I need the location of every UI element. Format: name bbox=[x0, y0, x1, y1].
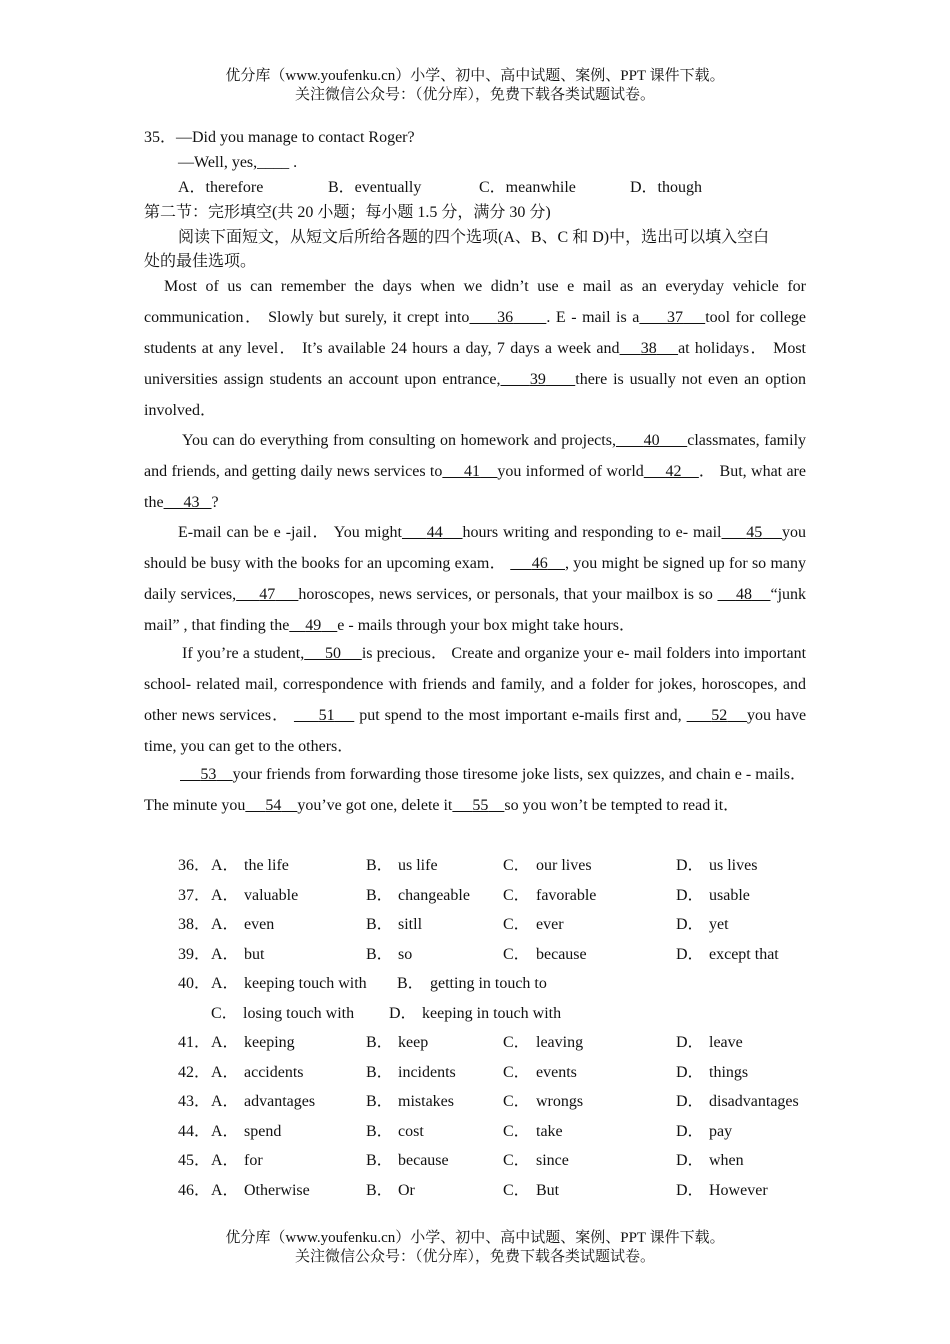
option-d-letter: D． bbox=[676, 1123, 704, 1140]
passage-text: you informed of world bbox=[497, 463, 644, 480]
option-a-text: the life bbox=[244, 857, 289, 874]
q35-option-c: C．meanwhile bbox=[479, 179, 576, 196]
option-c-letter: C． bbox=[503, 1123, 530, 1140]
option-number: 39． bbox=[178, 946, 211, 963]
option-number: 36． bbox=[178, 857, 211, 874]
passage-text: If you’re a student, bbox=[182, 645, 305, 662]
option-c-letter: C． bbox=[503, 1182, 530, 1199]
passage-text: Most of us can remember the days when we didn’t use e mail as an everyday vehicle for communication． Slowly but surely, it crept into bbox=[144, 278, 806, 326]
option-c-letter: C． bbox=[503, 887, 530, 904]
option-a-text: accidents bbox=[244, 1064, 304, 1081]
passage-text: classmates, family and friends, and getting daily news services to bbox=[144, 432, 807, 480]
q35-option-b: B．eventually bbox=[328, 179, 422, 196]
blank-43: 43 bbox=[183, 494, 200, 511]
section-instruction-2: 处的最佳选项。 bbox=[144, 253, 257, 270]
passage-text: You can do everything from consulting on homework and projects, bbox=[182, 432, 616, 449]
option-a-letter: A． bbox=[211, 975, 239, 992]
option-a-text: Otherwise bbox=[244, 1182, 310, 1199]
blank-45: 45 bbox=[746, 524, 763, 541]
passage-text: hours writing and responding to e- mail bbox=[462, 524, 722, 541]
blank-39: 39 bbox=[529, 371, 546, 388]
option-a-text: valuable bbox=[244, 887, 299, 904]
option-d-letter: D． bbox=[676, 887, 704, 904]
option-c-text: losing touch with bbox=[243, 1005, 355, 1022]
q35-option-a: A．therefore bbox=[178, 179, 264, 196]
option-b-letter: B． bbox=[397, 975, 424, 992]
option-c-text: our lives bbox=[536, 857, 592, 874]
passage-text: is precious． Create and organize your e- mail folders into important school- related mail, correspondence with friends and family, and a folder for jokes, horoscopes, and other news services． bbox=[144, 645, 807, 724]
option-number: 44． bbox=[178, 1123, 211, 1140]
option-d-text: disadvantages bbox=[709, 1093, 799, 1110]
blank-54: 54 bbox=[265, 797, 282, 814]
option-a-letter: A． bbox=[211, 1123, 239, 1140]
passage-text: ． But, what are the bbox=[144, 463, 806, 511]
option-a-letter: A． bbox=[211, 1064, 239, 1081]
blank-38: 38 bbox=[640, 340, 657, 357]
option-c-text: ever bbox=[536, 916, 564, 933]
option-c-letter: C． bbox=[503, 1034, 530, 1051]
option-c-letter: C． bbox=[503, 1093, 530, 1110]
option-b-letter: B． bbox=[366, 1093, 393, 1110]
passage-text: E-mail can be e -jail． You might bbox=[178, 524, 402, 541]
passage-text: your friends from forwarding those tiresome joke lists, sex quizzes, and chain e - mails． The minute you bbox=[144, 766, 807, 814]
option-number: 43． bbox=[178, 1093, 211, 1110]
blank-42: 42 bbox=[665, 463, 682, 480]
option-b-text: because bbox=[398, 1152, 449, 1169]
option-d-text: pay bbox=[709, 1123, 733, 1140]
option-a-text: keeping touch with bbox=[244, 975, 367, 992]
passage-text: at holidays． Most universities assign students an account upon entrance, bbox=[144, 340, 807, 388]
option-d-text: things bbox=[709, 1064, 749, 1081]
option-d-letter: D． bbox=[676, 1064, 704, 1081]
blank-50: 50 bbox=[325, 645, 342, 662]
question-35-answer-line: —Well, yes,____ . bbox=[178, 154, 298, 171]
passage-text: , you might be signed up for so many daily services, bbox=[144, 555, 807, 603]
passage-text: ? bbox=[211, 494, 219, 511]
option-c-text: favorable bbox=[536, 887, 597, 904]
blank-36: 36 bbox=[497, 309, 514, 326]
option-d-text: keeping in touch with bbox=[422, 1005, 562, 1022]
option-c-text: take bbox=[536, 1123, 563, 1140]
option-d-text: leave bbox=[709, 1034, 743, 1051]
option-c-letter: C． bbox=[503, 916, 530, 933]
blank-51: 51 bbox=[318, 707, 335, 724]
option-b-text: keep bbox=[398, 1034, 429, 1051]
option-d-text: However bbox=[709, 1182, 768, 1199]
option-number: 42． bbox=[178, 1064, 211, 1081]
option-d-text: when bbox=[709, 1152, 744, 1169]
option-c-letter: C． bbox=[503, 1064, 530, 1081]
option-d-text: except that bbox=[709, 946, 779, 963]
passage-paragraph-1 bbox=[144, 271, 806, 426]
option-b-letter: B． bbox=[366, 857, 393, 874]
passage-text: there is usually not even an option involved． bbox=[144, 371, 807, 419]
header-line-2: 关注微信公众号：（优分库），免费下载各类试题试卷。 bbox=[294, 87, 655, 103]
option-a-text: advantages bbox=[244, 1093, 316, 1110]
option-d-letter: D． bbox=[389, 1005, 417, 1022]
option-a-letter: A． bbox=[211, 946, 239, 963]
option-d-text: usable bbox=[709, 887, 750, 904]
option-a-text: spend bbox=[244, 1123, 282, 1140]
blank-52: 52 bbox=[711, 707, 728, 724]
option-c-text: since bbox=[536, 1152, 569, 1169]
option-c-text: because bbox=[536, 946, 587, 963]
option-b-letter: B． bbox=[366, 1152, 393, 1169]
option-d-letter: D． bbox=[676, 916, 704, 933]
option-b-text: us life bbox=[398, 857, 438, 874]
blank-41: 41 bbox=[464, 463, 481, 480]
option-c-text: leaving bbox=[536, 1034, 584, 1051]
passage-text: you have time, you can get to the others． bbox=[144, 707, 807, 755]
option-c-letter: C． bbox=[503, 1152, 530, 1169]
option-b-letter: B． bbox=[366, 1182, 393, 1199]
blank-47: 47 bbox=[259, 586, 276, 603]
option-b-text: so bbox=[398, 946, 413, 963]
option-a-letter: A． bbox=[211, 1093, 239, 1110]
option-number: 38． bbox=[178, 916, 211, 933]
blank-53: 53 bbox=[200, 766, 217, 783]
option-a-letter: A． bbox=[211, 857, 239, 874]
option-b-letter: B． bbox=[366, 946, 393, 963]
option-d-letter: D． bbox=[676, 857, 704, 874]
option-c-letter: C． bbox=[503, 946, 530, 963]
option-b-text: Or bbox=[398, 1182, 415, 1199]
passage-text: horoscopes, news services, or personals, that your mailbox is so bbox=[298, 586, 713, 603]
option-c-text: events bbox=[536, 1064, 577, 1081]
option-number: 45． bbox=[178, 1152, 211, 1169]
section-instruction-1: 阅读下面短文，从短文后所给各题的四个选项(A、B、C 和 D)中，选出可以填入空白 bbox=[178, 229, 770, 246]
option-b-text: cost bbox=[398, 1123, 424, 1140]
blank-37: 37 bbox=[667, 309, 684, 326]
passage-paragraph-4 bbox=[144, 638, 806, 762]
option-b-text: sitll bbox=[398, 916, 423, 933]
passage-paragraph-3 bbox=[144, 517, 806, 641]
footer-line-2: 关注微信公众号：（优分库），免费下载各类试题试卷。 bbox=[294, 1249, 655, 1265]
option-b-letter: B． bbox=[366, 1034, 393, 1051]
passage-text: “junk mail” , that finding the bbox=[144, 586, 807, 634]
option-a-letter: A． bbox=[211, 1182, 239, 1199]
passage-text: put spend to the most important e-mails first and, bbox=[359, 707, 682, 724]
option-a-text: but bbox=[244, 946, 265, 963]
passage-text: . E - mail is a bbox=[546, 309, 640, 326]
option-d-letter: D． bbox=[676, 1093, 704, 1110]
option-b-text: incidents bbox=[398, 1064, 456, 1081]
option-number: 41． bbox=[178, 1034, 211, 1051]
option-b-letter: B． bbox=[366, 887, 393, 904]
passage-text: so you won’t be tempted to read it． bbox=[504, 797, 740, 814]
option-c-letter: C． bbox=[211, 1005, 238, 1022]
option-c-text: But bbox=[536, 1182, 560, 1199]
option-b-text: mistakes bbox=[398, 1093, 454, 1110]
option-b-text: changeable bbox=[398, 887, 470, 904]
option-b-letter: B． bbox=[366, 916, 393, 933]
option-c-text: wrongs bbox=[536, 1093, 584, 1110]
blank-44: 44 bbox=[426, 524, 443, 541]
option-c-letter: C． bbox=[503, 857, 530, 874]
footer-line-1: 优分库（www.youfenku.cn）小学、初中、高中试题、案例、PPT 课件下载。 bbox=[225, 1230, 725, 1246]
passage-text: tool for college students at any level． It’s available 24 hours a day, 7 days a week and bbox=[144, 309, 807, 357]
option-number: 40． bbox=[178, 975, 211, 992]
blank-40: 40 bbox=[643, 432, 660, 449]
option-b-letter: B． bbox=[366, 1123, 393, 1140]
blank-55: 55 bbox=[472, 797, 489, 814]
passage-text: e - mails through your box might take hours． bbox=[337, 617, 636, 634]
blank-46: 46 bbox=[531, 555, 548, 572]
option-d-letter: D． bbox=[676, 946, 704, 963]
option-a-letter: A． bbox=[211, 916, 239, 933]
option-a-letter: A． bbox=[211, 1034, 239, 1051]
option-d-letter: D． bbox=[676, 1152, 704, 1169]
section-title: 第二节：完形填空(共 20 小题；每小题 1.5 分，满分 30 分) bbox=[144, 204, 551, 221]
passage-paragraph-2 bbox=[144, 425, 806, 518]
option-d-text: yet bbox=[709, 916, 729, 933]
option-a-text: even bbox=[244, 916, 275, 933]
option-d-letter: D． bbox=[676, 1182, 704, 1199]
option-b-letter: B． bbox=[366, 1064, 393, 1081]
option-number: 37． bbox=[178, 887, 211, 904]
question-35-stem: 35．—Did you manage to contact Roger? bbox=[144, 129, 415, 146]
option-b-text: getting in touch to bbox=[430, 975, 547, 992]
option-d-text: us lives bbox=[709, 857, 758, 874]
header-line-1: 优分库（www.youfenku.cn）小学、初中、高中试题、案例、PPT 课件下载。 bbox=[225, 68, 725, 84]
passage-text: you should be busy with the books for an upcoming exam． bbox=[144, 524, 807, 572]
option-a-text: for bbox=[244, 1152, 263, 1169]
option-a-text: keeping bbox=[244, 1034, 295, 1051]
q35-option-d: D．though bbox=[630, 179, 703, 196]
blank-49: 49 bbox=[305, 617, 322, 634]
passage-text: you’ve got one, delete it bbox=[297, 797, 453, 814]
option-number: 46． bbox=[178, 1182, 211, 1199]
passage-paragraph-5 bbox=[144, 759, 806, 821]
option-d-letter: D． bbox=[676, 1034, 704, 1051]
option-a-letter: A． bbox=[211, 1152, 239, 1169]
blank-48: 48 bbox=[735, 586, 752, 603]
option-a-letter: A． bbox=[211, 887, 239, 904]
